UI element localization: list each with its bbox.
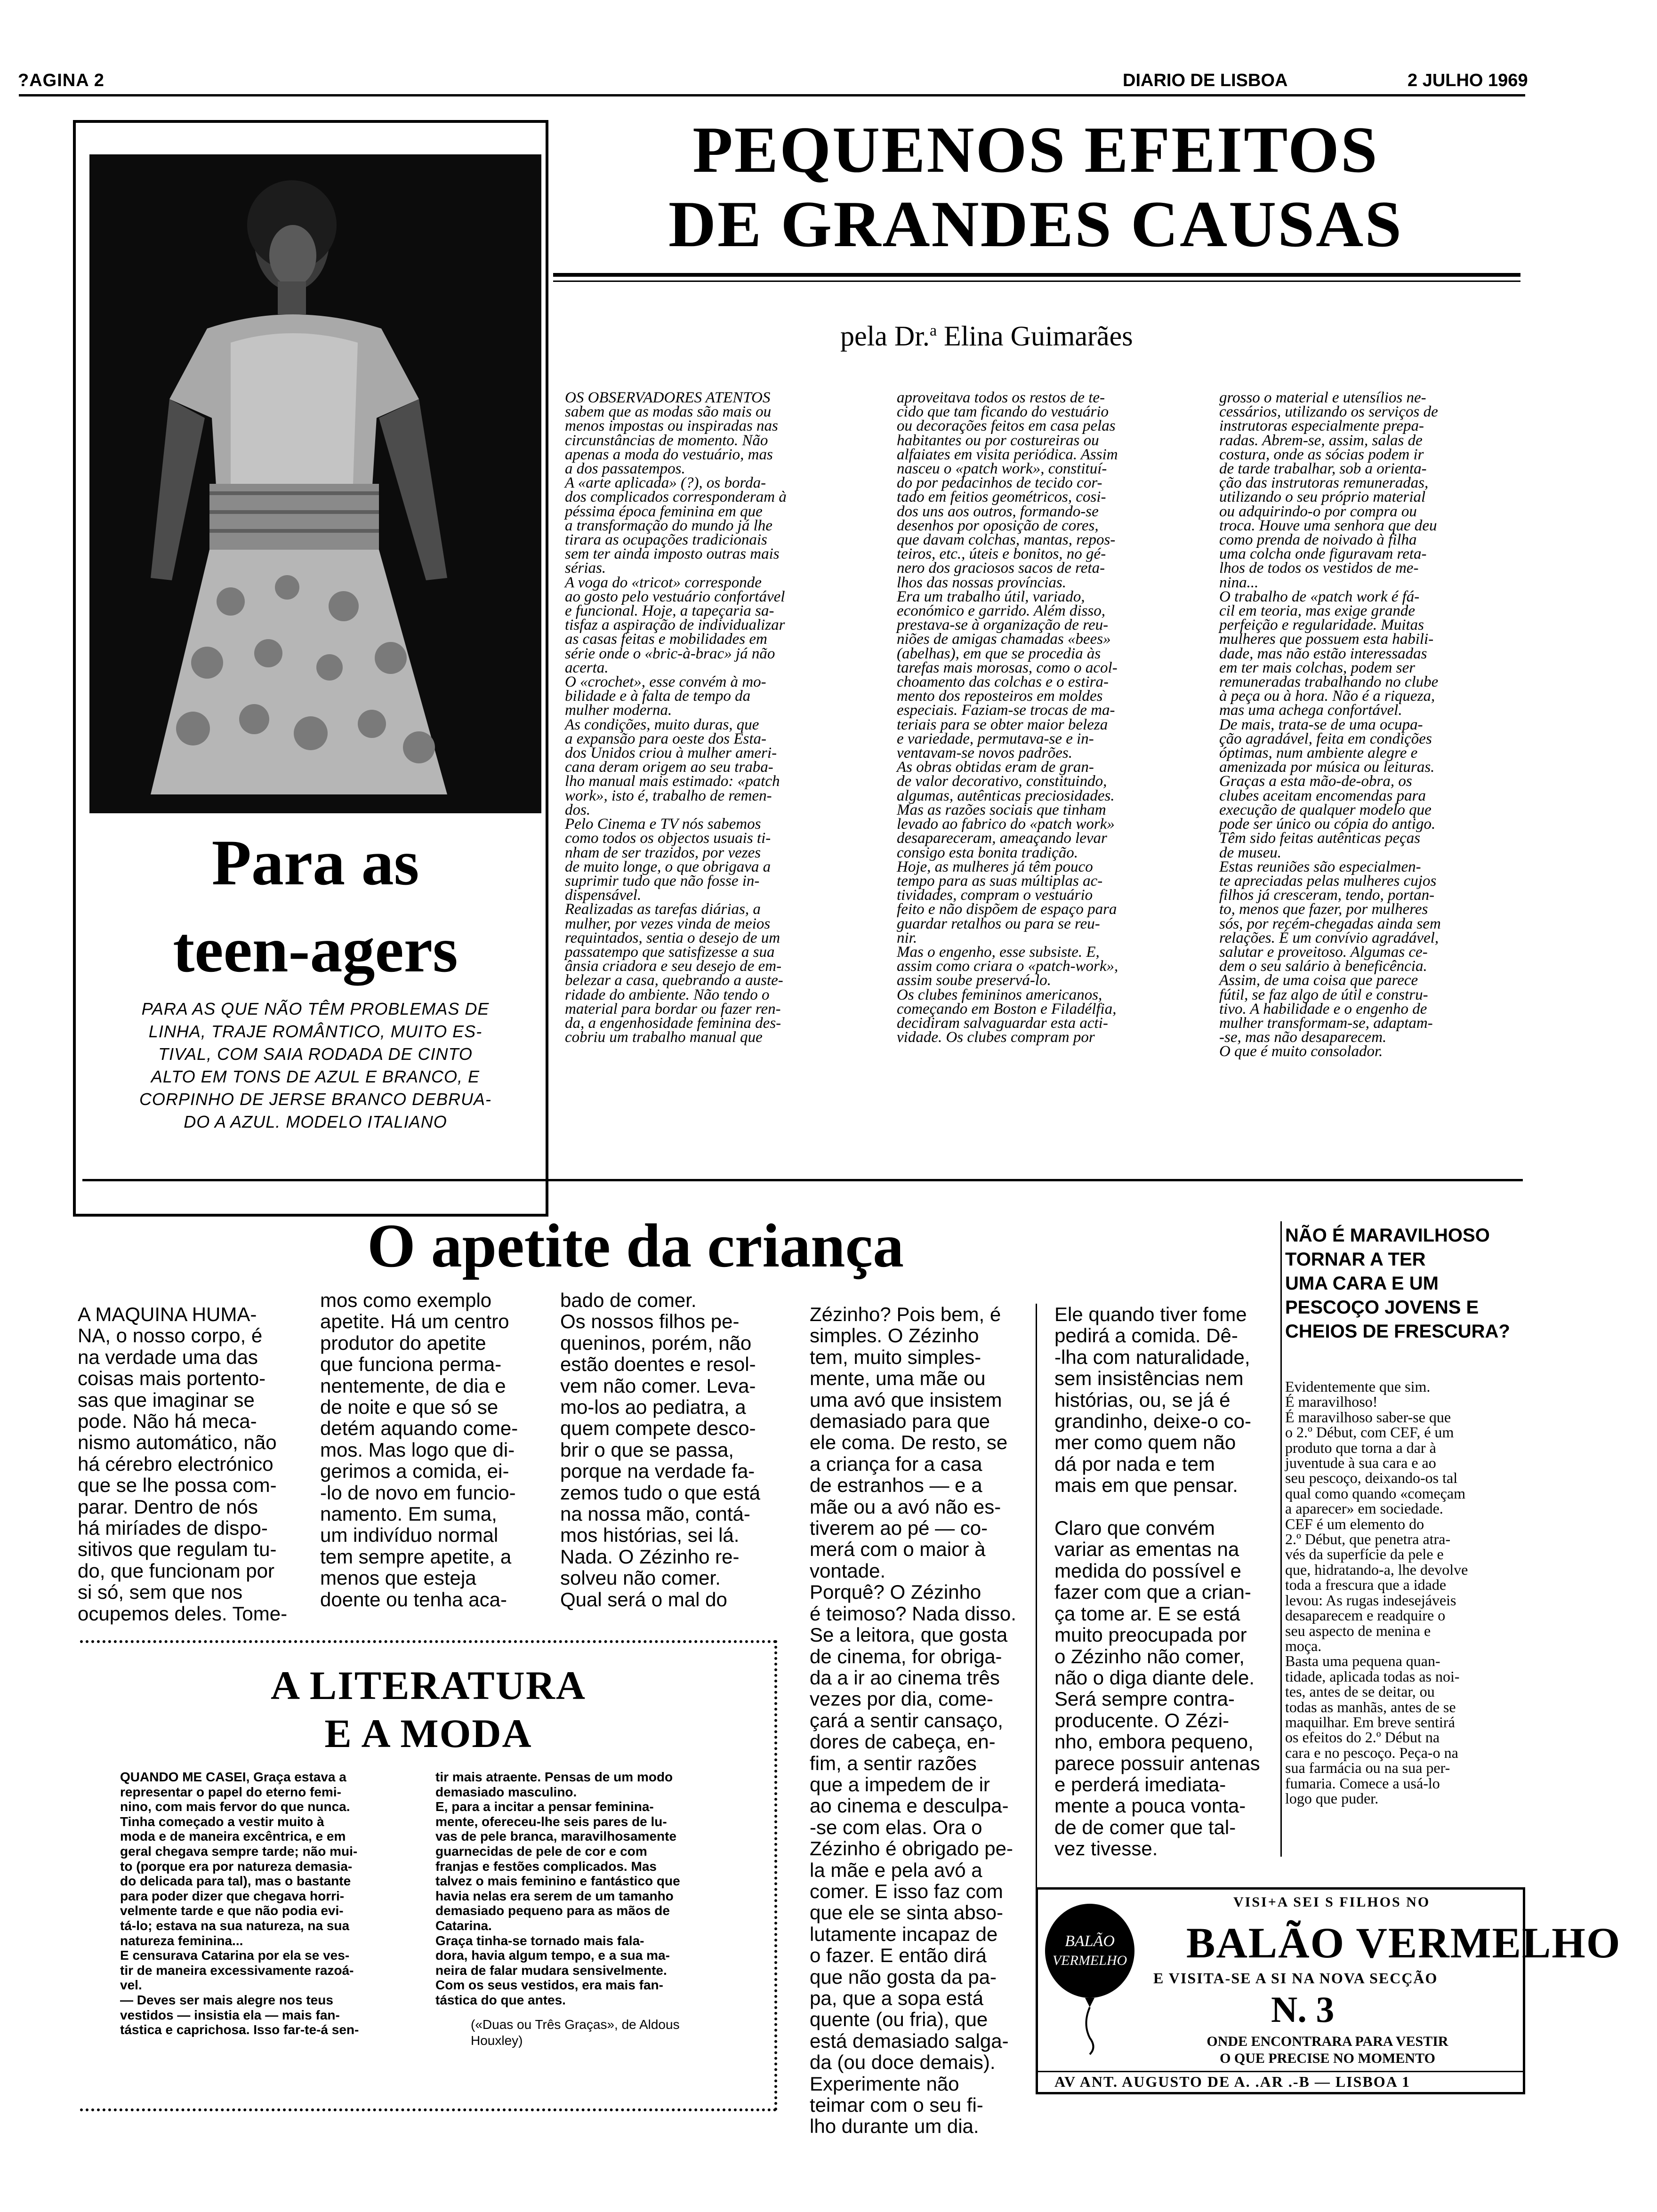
- main-article-col1: OS OBSERVADORES ATENTOS sabem que as modas são mais ou menos impostas ou inspiradas nas circunstâncias de momento. Não apenas a moda do vestuário, mas a dos passatempos. A «arte aplicada» (?), os borda- dos complicados corresponderam à péssima época feminina em que a transformação do mundo já lhe tirara as ocupações tradicionais sem ter ainda imposto outras mais sérias. A voga do «tricot» corresponde ao gosto pelo vestuário confortável e funcional. Hoje, a tapeçaria sa- tisfaz a aspiração de individualizar as casas feitas e mobilidades em série onde o «bric-à-brac» já não acerta. O «crochet», esse convém à mo- bilidade e à falta de tempo da mulher moderna. As condições, muito duras, que a expansão para oeste dos Esta- dos Unidos criou à mulher ameri- cana deram origem ao seu traba- lho manual mais estimado: «patch work», isto é, trabalho de remen- dos. Pelo Cinema e TV nós sabemos como todos os objectos usuais ti- nham de ser trazidos, por vezes de muito longe, o que obrigava a suprimir tudo que não fosse in- dispensável. Realizadas as tarefas diárias, a mulher, por vezes vinda de meios requintados, sentia o desejo de um passatempo que satisfizesse a sua ânsia criadora e seu desejo de em- belezar a casa, quebrando a auste- ridade do ambiente. Não tendo o material para bordar ou fazer ren- da, a engenhosidade feminina des- cobriu um trabalho manual que: [565, 389, 787, 1046]
- byline: [840, 320, 1133, 353]
- balao-slogan-2: O QUE PRECISE NO MOMENTO: [1220, 2051, 1435, 2066]
- cef-headline: NÃO É MARAVILHOSO TORNAR A TER UMA CARA E UM PESCOÇO JOVENS E CHEIOS DE FRESCURA?: [1285, 1225, 1510, 1342]
- balao-address-rule: [1038, 2071, 1523, 2072]
- teen-title-line2: teen-agers: [173, 914, 458, 986]
- title-rule-thin: [553, 281, 1520, 282]
- literatura-title-line1: A LITERATURA: [271, 1663, 586, 1708]
- literatura-border-top: [80, 1640, 777, 1643]
- title-rule-thick: [553, 273, 1520, 277]
- literatura-col2: tir mais atraente. Pensas de um modo demasiado masculino. E, para a incitar a pensar feminina- mente, ofereceu-lhe seis pares de lu- vas de pele branca, maravilhosamente guarnecidas de pele de cor e com franjas e festões complicados. Mas talvez o mais feminino e fantástico que havia nelas era serem de um tamanho demasiado pequeno para as mãos de Catarina. Graça tinha-se tornado mais fala- dora, havia algum tempo, e a sua ma- neira de falar mudara sensivelmente. Com os seus vestidos, era mais fan- tástica do que antes.: [435, 1770, 680, 2007]
- balao-name: BALÃO VERMELHO: [1186, 1919, 1621, 1967]
- article-title-line2: DE GRANDES CAUSAS: [668, 188, 1403, 261]
- appetite-col3: bado de comer. Os nossos filhos pe- queninos, porém, não estão doentes e resol- vem não comer. Leva- mo-los ao pediatra, a quem compete desco- brir o que se passa, porque na verdade fa- zemos tudo o que está na nossa mão, contá- mos histórias, sei lá. Nada. O Zézinho re- solveu não comer. Qual será o mal do: [560, 1289, 760, 1611]
- byline-sup: a: [929, 322, 937, 339]
- literatura-title: [85, 1661, 772, 1757]
- balloon-text-2: VERMELHO: [1052, 1953, 1127, 1968]
- fashion-photo: [89, 154, 541, 813]
- page-number: ?AGINA 2: [18, 71, 105, 90]
- literatura-title-line2: E A MODA: [324, 1711, 532, 1756]
- newspaper-name: DIARIO DE LISBOA: [1123, 71, 1288, 90]
- teen-title: [89, 819, 541, 993]
- balloon-logo: [1043, 1901, 1137, 2057]
- balloon-icon: [1043, 1901, 1137, 2057]
- mid-page-rule: [82, 1179, 1523, 1181]
- balloon-text-1: BALÃO: [1065, 1932, 1115, 1950]
- appetite-col4: Zézinho? Pois bem, é simples. O Zézinho tem, muito simples- mente, uma mãe ou uma avó que insistem demasiado para que ele coma. De resto, se a criança for a casa de estranhos — e a mãe ou a avó não es- tiverem ao pé — co- merá com o maior à vontade. Porquê? O Zézinho é teimoso? Nada disso. Se a leitora, que gosta de cinema, for obriga- da a ir ao cinema três vezes por dia, come- çará a sentir cansaço, dores de cabeça, en- fim, a sentir razões que a impedem de ir ao cinema e desculpa- -se com elas. Ora o Zézinho é obrigado pe- la mãe e pela avó a comer. E isso faz com que ele se sinta abso- lutamente incapaz de o fazer. E então dirá que não gosta da pa- pa, que a sopa está quente (ou fria), que está demasiado salga- da (ou doce demais). Experimente não teimar com o seu fi- lho durante um dia.: [810, 1303, 1016, 2138]
- byline-prefix: pela Dr.: [840, 321, 930, 352]
- appetite-title: O apetite da criança: [367, 1211, 904, 1280]
- teen-caption: PARA AS QUE NÃO TÊM PROBLEMAS DE LINHA, TRAJE ROMÂNTICO, MUITO ES- TIVAL, COM SAIA RODADA DE CINTO ALTO EM TONS DE AZUL E BRANCO, E CORPINHO DE JERSE BRANCO DEBRUA- DO A AZUL. MODELO ITALIANO: [139, 999, 492, 1131]
- main-article-col2: aproveitava todos os restos de te- cido que tam ficando do vestuário ou decorações feitos em casa pelas habitantes ou por costureiras ou alfaiates em visita periódica. Assim nasceu o «patch work», constituí- do por pedacinhos de tecido cor- tado em feitios geométricos, cosi- dos uns aos outros, formando-se desenhos por oposição de cores, que davam colchas, mantas, repos- teiros, etc., úteis e bonitos, no gé- nero dos graciosos sacos de reta- lhos das nossas províncias. Era um trabalho útil, variado, económico e garrido. Além disso, prestava-se à organização de reu- niões de amigas chamadas «bees» (abelhas), em que se procedia às tarefas mais morosas, como o acol- choamento das colchas e o estira- mento dos reposteiros em moldes especiais. Faziam-se trocas de ma- teriais para se obter maior beleza e variedade, permutava-se e in- ventavam-se novos padrões. As obras obtidas eram de gran- de valor decorativo, constituindo, algumas, autênticas preciosidades. Mas as razões sociais que tinham levado ao fabrico do «patch work» desapareceram, ameaçando levar consigo esta bonita tradição. Hoje, as mulheres já têm pouco tempo para as suas múltiplas ac- tividades, compram o vestuário feito e não dispõem de espaço para guardar retalhos ou para se reu- nir. Mas o engenho, esse subsiste. E, assim como criara o «patch-work», assim soube preservá-lo. Os clubes femininos americanos, começando em Boston e Filadélfia, decidiram salvaguardar esta acti- vidade. Os clubes compram por: [897, 389, 1118, 1046]
- teen-title-line1: Para as: [211, 826, 419, 898]
- issue-date: 2 JULHO 1969: [1408, 71, 1528, 90]
- model-in-dress-image: [89, 154, 541, 813]
- cef-body: Evidentemente que sim. É maravilhoso! É maravilhoso saber-se que o 2.º Début, com CEF, é um produto que torna a dar à juventude à sua cara e ao seu pescoço, deixando-os tal qual como quando «começam a aparecer» em sociedade. CEF é um elemento do 2.º Début, que penetra atra- vés da superfície da pele e que, hidratando-a, lhe devolve toda a frescura que a idade levou: As rugas indesejáveis desaparecem e readquire o seu aspecto de menina e moça. Basta uma pequena quan- tidade, aplicada todas as noi- tes, antes de se deitar, ou todas as manhãs, antes de se maquilhar. Em breve sentirá os efeitos do 2.º Début na cara e no pescoço. Peça-o na sua farmácia ou na sua per- fumaria. Comece a usá-lo logo que puder.: [1285, 1378, 1468, 1807]
- cef-rule: [1280, 1221, 1282, 1857]
- balao-top-line: VISI+A SEI S FILHOS NO: [1233, 1894, 1431, 1910]
- byline-name: Elina Guimarães: [944, 321, 1133, 352]
- balao-address: AV ANT. AUGUSTO DE A. .AR .-B — LISBOA 1: [1054, 2073, 1411, 2090]
- appetite-col2: mos como exemplo apetite. Há um centro produtor do apetite que funciona perma- nentemente, de dia e de noite e que só se detém aquando come- mos. Mas logo que di- gerimos a comida, ei- -lo de novo em funcio- namento. Em suma, um indivíduo normal tem sempre apetite, a menos que esteja doente ou tenha aca-: [320, 1289, 518, 1611]
- header-rule: [19, 94, 1525, 96]
- balao-slogan-1: ONDE ENCONTRARA PARA VESTIR: [1207, 2034, 1448, 2049]
- balao-sub-line: E VISITA-SE A SI NA NOVA SECÇÃO: [1153, 1970, 1438, 1987]
- main-article-col3: grosso o material e utensílios ne- cessários, utilizando os serviços de instrutoras especialmente prepa- radas. Abrem-se, assim, salas de costura, onde as sócias podem ir de tarde trabalhar, sob a orienta- ção das instrutoras remuneradas, utilizando o seu próprio material ou adquirindo-o por compra ou troca. Houve uma senhora que deu como prenda de noivado à filha uma colcha onde figuravam reta- lhos de todos os vestidos de me- nina... O trabalho de «patch work é fá- cil em teoria, mas exige grande perfeição e regularidade. Muitas mulheres que possuem esta habili- dade, mas não estão interessadas em ter mais colchas, podem ser remuneradas trabalhando no clube à peça ou à hora. Não é a riqueza, mas uma achega confortável. De mais, trata-se de uma ocupa- ção agradável, feita em condições óptimas, num ambiente alegre e amenizada por música ou leituras. Graças a esta mão-de-obra, os clubes aceitam encomendas para execução de qualquer modelo que pode ser único ou cópia do antigo. Têm sido feitas autênticas peças de museu. Estas reuniões são especialmen- te apreciadas pelas mulheres cujos filhos já cresceram, tendo, portan- to, menos que fazer, por mulheres sós, por recém-chegadas ainda sem relações. É um convívio agradável, salutar e proveitoso. Algumas ce- dem o seu salário à beneficência. Assim, de uma coisa que parece fútil, se faz algo de útil e constru- tivo. A habilidade e o engenho de mulher transformam-se, adaptam- -se, mas não desaparecem. O que é muito consolador.: [1219, 389, 1441, 1060]
- appetite-col5: Ele quando tiver fome pedirá a comida. Dê- -lha com naturalidade, sem insistências nem histórias, ou, se já é grandinho, deixe-o co- mer como quem não dá por nada e tem mais em que pensar. Claro que convém variar as ementas na medida do possível e fazer com que a crian- ça tome ar. E se está muito preocupada por o Zézinho não comer, não o diga diante dele. Será sempre contra- producente. O Zézi- nho, embora pequeno, parece possuir antenas e perderá imediata- mente a pouca vonta- de de comer que tal- vez tivesse.: [1054, 1303, 1260, 1860]
- literatura-col1: QUANDO ME CASEI, Graça estava a representar o papel do eterno femi- nino, com mais fervor do que nunca. Tinha começado a vestir muito à moda e de maneira excêntrica, e em geral chegava sempre tarde; não mui- to (porque era por natureza demasia- do delicada para tal), mas o bastante para poder dizer que chegava horri- velmente tarde e que não podia evi- tá-lo; estava na sua natureza, na sua natureza feminina... E censurava Catarina por ela se ves- tir de maneira excessivamente razoá- vel. — Deves ser mais alegre nos teus vestidos — insistia ela — mais fan- tástica e caprichosa. Isso far-te-á sen-: [120, 1770, 359, 2037]
- appetite-col1: A MAQUINA HUMA- NA, o nosso corpo, é na verdade uma das coisas mais portento- sas que imaginar se pode. Não há meca- nismo automático, não há cérebro electrónico que se lhe possa com- parar. Dentro de nós há miríades de dispo- sitivos que regulam tu- do, que funcionam por si só, sem que nos ocupemos deles. Tome-: [78, 1303, 288, 1625]
- literatura-border-right: [774, 1640, 777, 2111]
- literatura-quote: («Duas ou Três Graças», de Aldous Houxley): [471, 2017, 680, 2048]
- article-title: [565, 113, 1506, 262]
- balao-slogan: [1139, 2033, 1516, 2067]
- balao-number: N. 3: [1271, 1989, 1335, 2030]
- literatura-border-bottom: [80, 2108, 777, 2111]
- article-title-line1: PEQUENOS EFEITOS: [692, 113, 1379, 186]
